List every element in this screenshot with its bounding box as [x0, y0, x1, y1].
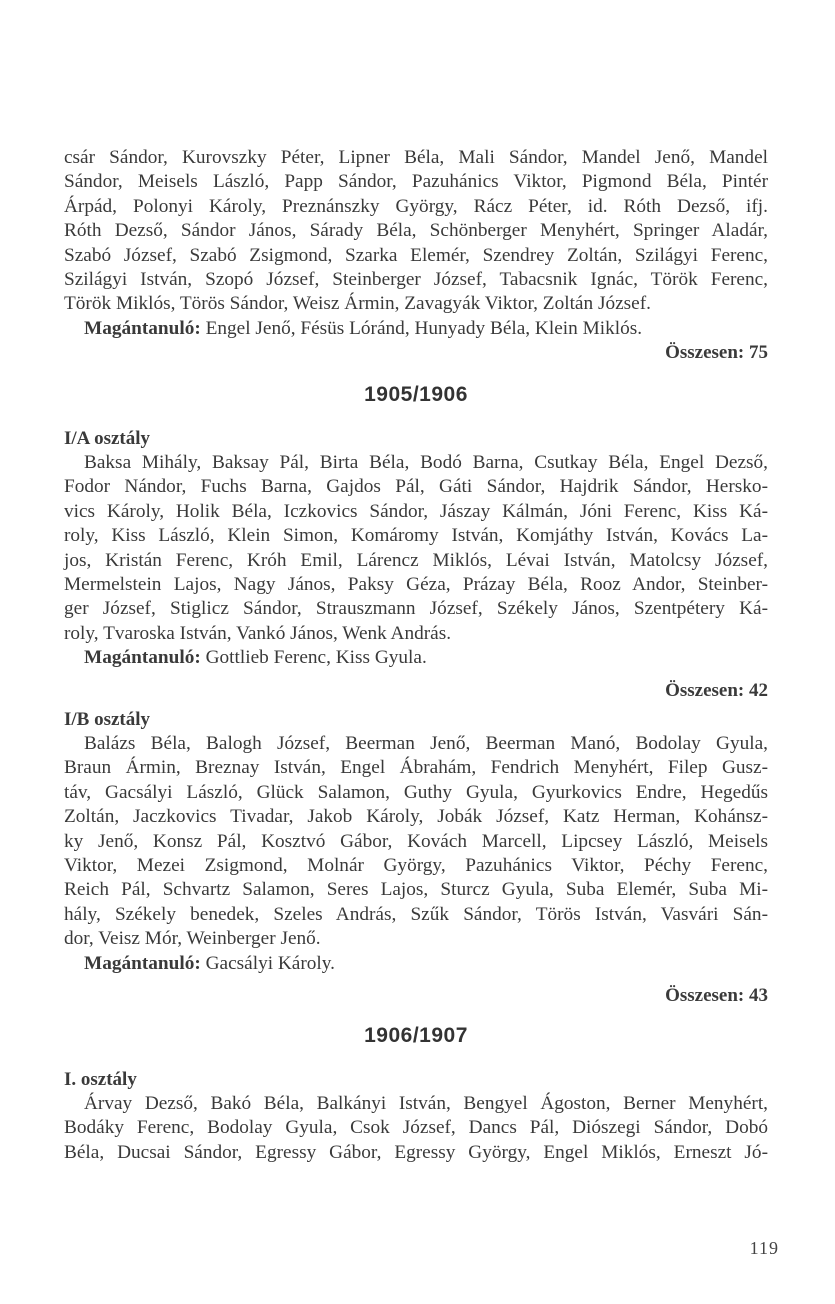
text-line: Bodáky Ferenc, Bodolay Gyula, Csok József, Dancs Pál, Diószegi Sándor, Dobó — [64, 1117, 768, 1139]
text-line: Fodor Nándor, Fuchs Barna, Gajdos Pál, Gáti Sándor, Hajdrik Sándor, Hersko- — [64, 476, 768, 498]
text-line: roly, Kiss László, Klein Simon, Komáromy István, Komjáthy István, Kovács La- — [64, 525, 768, 547]
private-students-label: Magántanuló: — [84, 952, 201, 974]
total-line — [64, 679, 768, 703]
class-section-1b — [64, 708, 768, 1008]
text-line: Béla, Ducsai Sándor, Egressy Gábor, Egressy György, Engel Miklós, Erneszt Jó- — [64, 1141, 768, 1163]
student-list-continued — [64, 146, 768, 365]
page-number: 119 — [749, 1238, 779, 1258]
private-students-line — [64, 646, 768, 670]
private-students-label: Magántanuló: — [84, 647, 201, 669]
text-line: Török Miklós, Törös Sándor, Weisz Ármin, Zavagyák Viktor, Zoltán József. — [64, 293, 651, 315]
text-line: Braun Ármin, Breznay István, Engel Ábrahám, Fendrich Menyhért, Filep Gusz- — [64, 757, 768, 779]
total-label: Összesen: — [665, 342, 745, 364]
text-line: Mermelstein Lajos, Nagy János, Paksy Géza, Prázay Béla, Rooz Andor, Steinber- — [64, 573, 768, 595]
text-line: Árvay Dezső, Bakó Béla, Balkányi István, Bengyel Ágoston, Berner Menyhért, — [84, 1093, 768, 1114]
class-section-1 — [64, 1068, 768, 1165]
total-label: Összesen: — [665, 984, 745, 1006]
class-heading: I. osztály — [64, 1069, 137, 1090]
text-line: Reich Pál, Schvartz Salamon, Seres Lajos, Sturcz Gyula, Suba Elemér, Suba Mi- — [64, 879, 768, 901]
text-line: Viktor, Mezei Zsigmond, Molnár György, Pazuhánics Viktor, Péchy Ferenc, — [64, 854, 768, 876]
text-line: Árpád, Polonyi Károly, Preznánszky György, Rácz Péter, id. Róth Dezső, ifj. — [64, 195, 768, 217]
text-line: csár Sándor, Kurovszky Péter, Lipner Béla, Mali Sándor, Mandel Jenő, Mandel — [64, 147, 768, 168]
text-line: dor, Veisz Mór, Weinberger Jenő. — [64, 928, 321, 950]
total-value: 75 — [749, 342, 768, 364]
text-line: ger József, Stiglicz Sándor, Strauszmann József, Székely János, Szentpétery Ká- — [64, 598, 768, 620]
text-line: táv, Gacsályi László, Glück Salamon, Guthy Gyula, Gyurkovics Endre, Hegedűs — [64, 781, 768, 803]
text-line: Sándor, Meisels László, Papp Sándor, Pazuhánics Viktor, Pigmond Béla, Pintér — [64, 171, 768, 193]
class-heading: I/A osztály — [64, 428, 151, 449]
total-line — [64, 984, 768, 1008]
text-line: Szilágyi István, Szopó József, Steinberger József, Tabacsnik Ignác, Török Ferenc, — [64, 268, 768, 290]
text-line: Róth Dezső, Sándor János, Sárady Béla, Schönberger Menyhért, Springer Aladár, — [64, 220, 768, 242]
class-section-1a — [64, 427, 768, 703]
private-students-line — [64, 317, 768, 341]
text-line: roly, Tvaroska István, Vankó János, Wenk András. — [64, 622, 452, 644]
year-heading: 1906/1907 — [364, 1024, 468, 1047]
private-students-names: Gottlieb Ferenc, Kiss Gyula. — [205, 647, 427, 669]
text-line: Zoltán, Jaczkovics Tivadar, Jakob Károly, Jobák József, Katz Herman, Kohánsz- — [64, 806, 768, 828]
text-line: Balázs Béla, Balogh József, Beerman Jenő, Beerman Manó, Bodolay Gyula, — [84, 733, 768, 754]
total-label: Összesen: — [665, 679, 745, 701]
private-students-label: Magántanuló: — [84, 317, 201, 339]
text-line: jos, Kristán Ferenc, Króh Emil, Lárencz Miklós, Lévai István, Matolcsy József, — [64, 549, 768, 571]
text-line: ky Jenő, Konsz Pál, Kosztvó Gábor, Kovách Marcell, Lipcsey László, Meisels — [64, 830, 768, 852]
text-line: hály, Székely benedek, Szeles András, Szűk Sándor, Törös István, Vasvári Sán- — [64, 903, 768, 925]
text-line: Szabó József, Szabó Zsigmond, Szarka Elemér, Szendrey Zoltán, Szilágyi Ferenc, — [64, 244, 768, 266]
text-line: vics Károly, Holik Béla, Iczkovics Sándor, Jászay Kálmán, Jóni Ferenc, Kiss Ká- — [64, 500, 768, 522]
total-line — [64, 341, 768, 365]
private-students-names: Gacsályi Károly. — [205, 952, 335, 974]
private-students-names: Engel Jenő, Fésüs Lóránd, Hunyady Béla, Klein Miklós. — [205, 317, 643, 339]
class-heading: I/B osztály — [64, 709, 151, 730]
private-students-line — [64, 952, 768, 976]
total-value: 43 — [749, 984, 768, 1006]
text-line: Baksa Mihály, Baksay Pál, Birta Béla, Bodó Barna, Csutkay Béla, Engel Dezső, — [84, 452, 768, 473]
year-heading: 1905/1906 — [364, 383, 468, 406]
total-value: 42 — [749, 679, 768, 701]
